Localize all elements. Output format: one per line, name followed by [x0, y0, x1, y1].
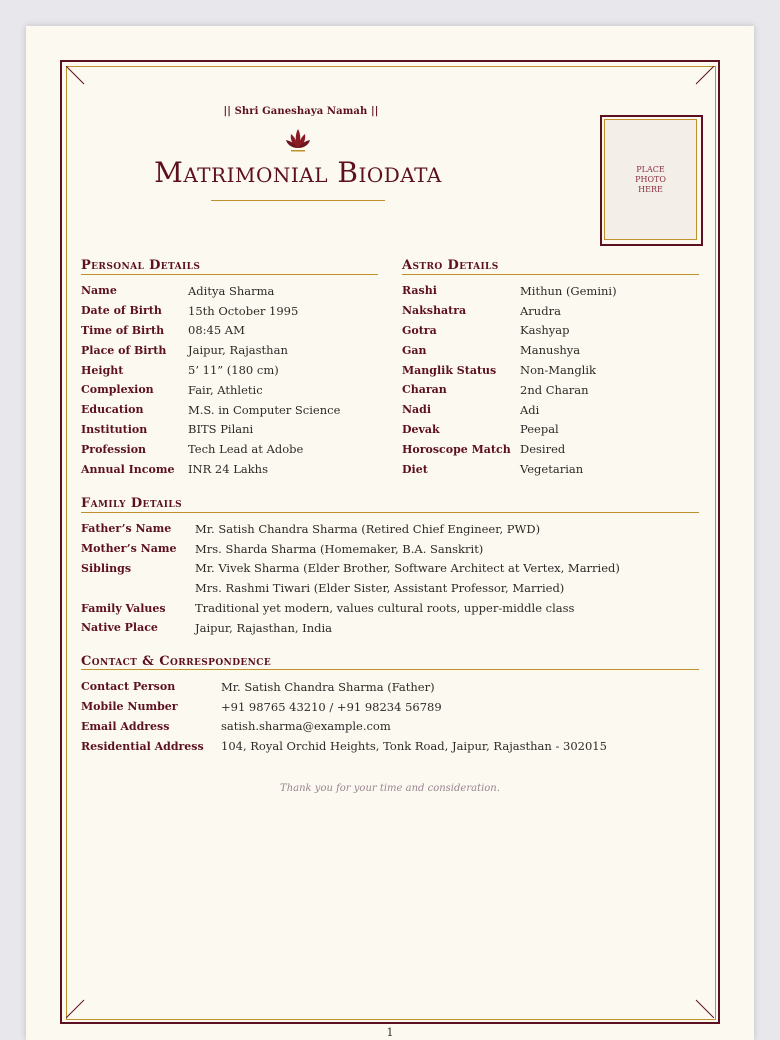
detail-row [402, 321, 702, 341]
detail-label: Education [81, 403, 144, 417]
detail-label: Complexion [81, 383, 154, 397]
lotus-icon [285, 126, 311, 156]
detail-value: Jaipur, Rajasthan [188, 343, 288, 358]
detail-row [81, 400, 381, 420]
detail-row [81, 539, 699, 559]
detail-value: 08:45 AM [188, 323, 245, 338]
detail-label: Height [81, 363, 124, 377]
detail-row [402, 281, 702, 301]
detail-label: Profession [81, 442, 147, 456]
detail-row [402, 400, 702, 420]
detail-value: Manushya [520, 343, 581, 358]
detail-row [81, 578, 699, 598]
detail-value: Aditya Sharma [188, 283, 275, 298]
section-rule-personal [81, 274, 378, 275]
detail-value: 2nd Charan [520, 382, 589, 397]
detail-label: Devak [402, 422, 440, 436]
detail-row [402, 380, 702, 400]
detail-label: Horoscope Match [402, 442, 511, 456]
detail-value: +91 98765 43210 / +91 98234 56789 [221, 699, 442, 714]
detail-value: 5’ 11” (180 cm) [188, 363, 279, 378]
corner-ornament-top-left [66, 66, 86, 86]
detail-value: Non-Manglik [520, 363, 597, 378]
detail-label: Institution [81, 422, 148, 436]
detail-row [402, 459, 702, 479]
detail-value: Fair, Athletic [188, 382, 263, 397]
detail-row [402, 420, 702, 440]
document-title: Matrimonial Biodata [154, 156, 442, 189]
section-rule-family [81, 512, 699, 513]
detail-value: Mr. Vivek Sharma (Elder Brother, Software Architect at Vertex, Married) [195, 561, 620, 576]
detail-row [81, 598, 699, 618]
detail-value: Arudra [520, 303, 561, 318]
detail-label: Name [81, 284, 117, 298]
personal-details-list [81, 281, 381, 479]
detail-row [81, 340, 381, 360]
section-title-astro: Astro Details [402, 258, 499, 273]
photo-placeholder [600, 115, 703, 246]
detail-label: Charan [402, 383, 447, 397]
detail-value: Adi [520, 402, 540, 417]
detail-value: M.S. in Computer Science [188, 402, 341, 417]
astro-details-list [402, 281, 702, 479]
detail-row [81, 697, 699, 717]
detail-value: satish.sharma@example.com [221, 719, 391, 734]
closing-note: Thank you for your time and consideration. [280, 783, 500, 794]
photo-placeholder-text: PLACE PHOTO HERE [635, 164, 666, 194]
detail-label: Place of Birth [81, 343, 167, 357]
detail-value: Vegetarian [520, 462, 584, 477]
detail-row [81, 380, 381, 400]
section-rule-contact [81, 669, 699, 670]
detail-row [81, 321, 381, 341]
detail-value: INR 24 Lakhs [188, 462, 268, 477]
detail-value: BITS Pilani [188, 422, 254, 437]
detail-row [81, 618, 699, 638]
detail-label: Diet [402, 462, 428, 476]
detail-label: Rashi [402, 284, 437, 298]
detail-label: Family Values [81, 601, 166, 615]
detail-value: Kashyap [520, 323, 570, 338]
corner-ornament-bottom-left [66, 998, 86, 1018]
detail-value: Mr. Satish Chandra Sharma (Father) [221, 679, 435, 694]
detail-value: Jaipur, Rajasthan, India [195, 620, 333, 635]
detail-value: 15th October 1995 [188, 303, 299, 318]
detail-label: Mobile Number [81, 700, 178, 714]
contact-details-list [81, 677, 699, 756]
family-details-list [81, 519, 699, 638]
detail-label: Father’s Name [81, 522, 172, 536]
detail-label: Time of Birth [81, 323, 165, 337]
detail-row [81, 717, 699, 737]
detail-row [81, 736, 699, 756]
detail-row [81, 459, 381, 479]
detail-value: Traditional yet modern, values cultural roots, upper-middle class [195, 601, 575, 616]
detail-row [402, 360, 702, 380]
detail-row [81, 559, 699, 579]
detail-row [81, 301, 381, 321]
detail-value: Mr. Satish Chandra Sharma (Retired Chief Engineer, PWD) [195, 521, 541, 536]
section-rule-astro [402, 274, 699, 275]
detail-row [81, 439, 381, 459]
detail-value: Mrs. Rashmi Tiwari (Elder Sister, Assistant Professor, Married) [195, 581, 565, 596]
detail-label: Gotra [402, 323, 437, 337]
detail-label: Native Place [81, 621, 158, 635]
corner-ornament-bottom-right [694, 998, 714, 1018]
detail-row [81, 281, 381, 301]
detail-value: Tech Lead at Adobe [188, 442, 304, 457]
detail-label: Email Address [81, 719, 170, 733]
detail-label: Contact Person [81, 680, 176, 694]
invocation-text: || Shri Ganeshaya Namah || [223, 106, 379, 117]
detail-row [81, 677, 699, 697]
page-number: 1 [386, 1026, 394, 1039]
detail-value: Peepal [520, 422, 559, 437]
detail-label: Nakshatra [402, 304, 467, 318]
detail-row [402, 301, 702, 321]
section-title-personal: Personal Details [81, 258, 201, 273]
section-title-contact: Contact & Correspondence [81, 654, 272, 669]
detail-label: Mother’s Name [81, 542, 177, 556]
detail-row [402, 439, 702, 459]
detail-row [81, 420, 381, 440]
detail-label: Nadi [402, 403, 432, 417]
detail-label: Manglik Status [402, 363, 497, 377]
biodata-page [26, 26, 754, 1040]
detail-row [402, 340, 702, 360]
detail-label: Residential Address [81, 739, 204, 753]
detail-value: Mithun (Gemini) [520, 283, 617, 298]
section-title-family: Family Details [81, 496, 183, 511]
detail-value: Mrs. Sharda Sharma (Homemaker, B.A. Sanskrit) [195, 541, 484, 556]
detail-label: Date of Birth [81, 304, 162, 318]
detail-value: 104, Royal Orchid Heights, Tonk Road, Jaipur, Rajasthan - 302015 [221, 739, 607, 754]
detail-row [81, 519, 699, 539]
title-divider [211, 200, 385, 201]
detail-label: Siblings [81, 561, 132, 575]
detail-label: Annual Income [81, 462, 175, 476]
detail-label: Gan [402, 343, 427, 357]
detail-row [81, 360, 381, 380]
corner-ornament-top-right [694, 66, 714, 86]
detail-value: Desired [520, 442, 566, 457]
